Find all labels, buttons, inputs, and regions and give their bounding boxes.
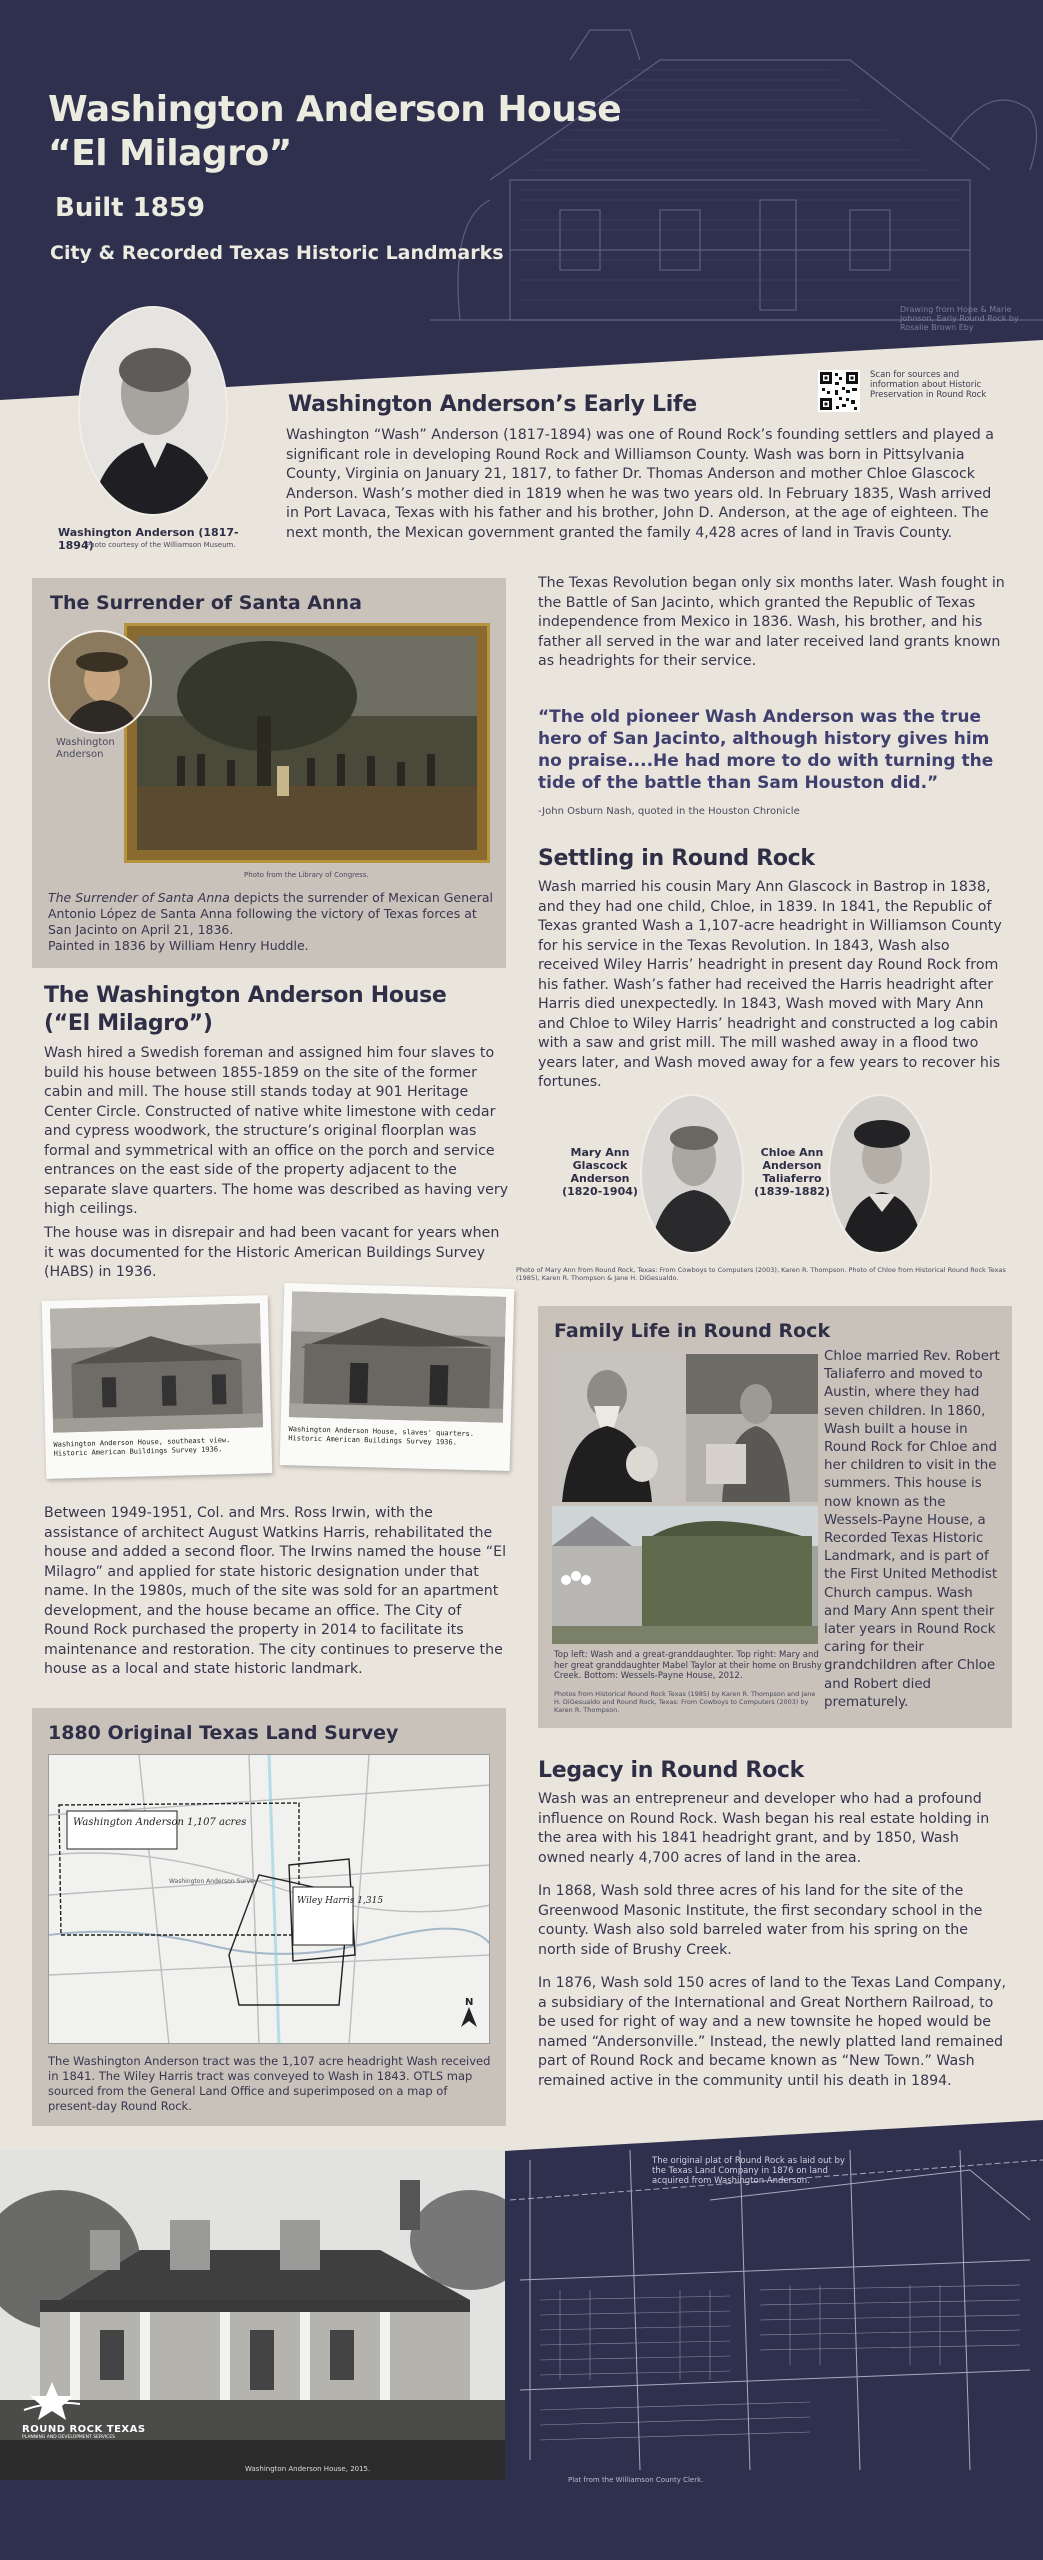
qr-code[interactable] [818, 370, 860, 412]
revolution-text: The Texas Revolution began only six months later. Wash fought in the Battle of San Jacinto, which granted the Republic of Texas independence from Mexico in 1836. Wash, his brother, and his father all served in the war and later received land grants known as headrights for their service. [538, 575, 1005, 669]
house-heading-line-1: The Washington Anderson House [44, 983, 447, 1008]
footer-banner [0, 2110, 1043, 2560]
house-heading-line-2: (“El Milagro”) [44, 1011, 213, 1036]
painted-by: Painted in 1836 by William Henry Huddle. [48, 938, 309, 953]
legacy-text-1: Wash was an entrepreneur and developer who had a profound influence on Round Rock. Wash began his real estate holding in the area with his 1841 headright grant, and by 1850, Wash owned nearly 4,700 acres of land in the area. [538, 1791, 990, 1866]
habs-caption-2: Washington Anderson House, slaves' quarters. Historic American Buildings Survey 1936. [288, 1425, 475, 1447]
portrait-caption: Washington Anderson (1817-1894) [58, 526, 239, 552]
house-text-2: The house was in disrepair and had been vacant for years when it was documented for the Historic American Buildings Survey (HABS) in 1936. [44, 1225, 500, 1280]
settling-text: Wash married his cousin Mary Ann Glascock in Bastrop in 1838, and they had one child, Chloe, in 1839. In 1841, the Republic of Texas granted Wash a 1,107-acre headright in Williamson County for his service in the Texas Revolution. In 1843, Wash also received Wiley Harris’ headright in present day Round Rock from his father. Wash’s father had received the Harris headright after Harris died unexpectedly. In 1843, Wash moved with Mary Ann and Chloe to Wiley Harris’ headright and constructed a log cabin with a saw and grist mill. The mill washed away in a flood two years later, and Wash moved away for a few years to recover his fortunes. [538, 879, 1002, 1090]
star-logo-icon [22, 2380, 82, 2420]
plat-caption: The original plat of Round Rock as laid out by the Texas Land Company in 1876 on land acquired from Washington Anderson. [652, 2156, 845, 2186]
map-anderson-label: Washington Anderson 1,107 acres [73, 1817, 247, 1828]
house-photo-credit: Washington Anderson House, 2015. [245, 2465, 371, 2473]
house-text-1: Wash hired a Swedish foreman and assigned him four slaves to build his house between 1855-1859 on the site of the former cabin and mill. The house still stands today at 901 Heritage Center Circle. Constructed of native white limestone with cedar and cypress woodwork, the structure’s original floorplan was formal and symmetrical with an office on the porch and service entrances on the east side of the property adjacent to the separate slave quarters. The home was described as having very high ceilings. [44, 1045, 509, 1217]
title-line-2: “El Milagro” [48, 133, 292, 174]
family-photo-credit: Photos from Historical Round Rock Texas (1985) by Karen R. Thompson and Jane H. DiGesualdo and Round Rock, Texas: From Cowboys to Computers (2003) by Karen R. Thompson. [554, 1690, 816, 1714]
qr-description: Scan for sources and information about Historic Preservation in Round Rock [870, 370, 987, 400]
early-life-heading: Washington Anderson’s Early Life [288, 392, 697, 417]
portrait-credit: Photo courtesy of the Williamson Museum. [86, 541, 236, 549]
logo-text: ROUND ROCK TEXAS [22, 2424, 146, 2435]
nash-quote: “The old pioneer Wash Anderson was the true hero of San Jacinto, although history gives him no praise....He had more to do with turning the tide of the battle than Sam Houston did.” [538, 707, 994, 793]
habs-photo-southeast [42, 1295, 273, 1479]
plat-credit: Plat from the Williamson County Clerk. [568, 2476, 704, 2484]
mary-ann-label: Mary Ann Glascock Anderson (1820-1904) [562, 1146, 638, 1198]
round-rock-plat-map [510, 2140, 1043, 2480]
survey-caption: The Washington Anderson tract was the 1,107 acre headright Wash received in 1841. The Wiley Harris tract was conveyed to Wash in 1843. OTLS map sourced from the General Land Office and superimposed on a map of present-day Round Rock. [48, 2054, 491, 2113]
svg-text:N: N [465, 1997, 474, 2008]
anderson-inset-portrait [48, 630, 152, 734]
painting-credit: Photo from the Library of Congress. [244, 871, 369, 879]
santa-anna-caption [48, 890, 498, 954]
house-heading [44, 982, 446, 1038]
map-survey-label: Washington Anderson Survey [169, 1878, 258, 1885]
family-heading: Family Life in Round Rock [554, 1320, 831, 1342]
round-rock-logo [22, 2380, 192, 2440]
landmark-subtitle: City & Recorded Texas Historic Landmarks [50, 242, 504, 264]
quote-source: -John Osburn Nash, quoted in the Houston Chronicle [538, 806, 800, 817]
family-photo-caption: Top left: Wash and a great-granddaughter. Top right: Mary and her great granddaughter Mabel Taylor at their home on Brushy Creek. Bottom: Wessels-Payne House, 2012. [554, 1650, 822, 1681]
built-year: Built 1859 [55, 193, 205, 223]
survey-heading: 1880 Original Texas Land Survey [48, 1722, 399, 1744]
logo-subtext: PLANNING AND DEVELOPMENT SERVICES [22, 2435, 116, 2440]
mary-ann-portrait [640, 1094, 744, 1254]
wash-granddaughter-photo [552, 1354, 682, 1502]
surrender-painting [124, 623, 490, 863]
survey-map [48, 1754, 490, 2044]
title-line-1: Washington Anderson House [48, 89, 622, 130]
santa-anna-heading: The Surrender of Santa Anna [50, 592, 362, 614]
caption-text: depicts the surrender of Mexican General Antonio López de Santa Anna following the victory of Texas forces at San Jacinto on April 21, 1836. [48, 890, 494, 937]
inset-label: Washington Anderson [56, 737, 115, 760]
house-text-3: Between 1949-1951, Col. and Mrs. Ross Irwin, with the assistance of architect August Watkins Harris, rehabilitated the house and added a second floor. The Irwins named the house “El Milagro” and applied for state historic designation under that name. In the 1980s, much of the site was sold for an apartment development, and the house became an office. The City of Round Rock purchased the property in 2014 to facilitate its maintenance and restoration. The city continues to preserve the house as a local and state historic landmark. [44, 1505, 507, 1677]
mary-mabel-photo [686, 1354, 818, 1502]
sketch-credit: Drawing from Hope & Marie Johnson, Early Round Rock by Rosalie Brown Eby [900, 305, 1019, 332]
chloe-label: Chloe Ann Anderson Taliaferro (1839-1882) [754, 1146, 830, 1198]
legacy-text-3: In 1876, Wash sold 150 acres of land to the Texas Land Company, a subsidiary of the International and Great Northern Railroad, to be used for right of way and a new townsite he hoped would be named “Andersonville.” Instead, the newly platted land remained part of Round Rock and became known as “New Town.” Wash remained active in the community until his death in 1894. [538, 1975, 1006, 2089]
legacy-heading: Legacy in Round Rock [538, 1758, 804, 1783]
painting-title: The Surrender of Santa Anna [48, 890, 230, 905]
settling-photo-credit: Photo of Mary Ann from Round Rock, Texas: From Cowboys to Computers (2003), Karen R. Thompson. Photo of Chloe from Historical Round Rock Texas (1985), Karen R. Thompson & Jane H. DiGesualdo. [516, 1266, 1006, 1282]
family-text: Chloe married Rev. Robert Taliaferro and moved to Austin, where they had seven children. In 1860, Wash built a house in Round Rock for Chloe and her children to visit in the summers. This house is now known as the Wessels-Payne House, a Recorded Texas Historic Landmark, and is part of the First United Methodist Church campus. Wash and Mary Ann spent their later years in Round Rock caring for their grandchildren after Chloe and Robert died prematurely. [824, 1349, 1000, 1710]
chloe-portrait [828, 1094, 932, 1254]
habs-caption-1: Washington Anderson House, southeast view. Historic American Buildings Survey 1936. [53, 1436, 231, 1458]
settling-heading: Settling in Round Rock [538, 846, 815, 871]
legacy-text-2: In 1868, Wash sold three acres of his land for the site of the Greenwood Masonic Institute, the first secondary school in the county. Wash also sold barreled water from his spring on the north side of Brushy Creek. [538, 1883, 983, 1958]
early-life-text: Washington “Wash” Anderson (1817-1894) was one of Round Rock’s founding settlers and played a significant role in developing Round Rock and Williamson County. Wash was born in Pittsylvania County, Virginia on January 21, 1817, to father Dr. Thomas Anderson and mother Chloe Glascock Anderson. Wash’s mother died in 1819 when he was two years old. In February 1835, Wash arrived in Port Lavaca, Texas with his father and his brother, John D. Anderson, at the age of eighteen. The next month, the Mexican government granted the family 4,428 acres of land in Travis County. [286, 427, 995, 541]
map-harris-label: Wiley Harris 1,315 [297, 1896, 384, 1906]
anderson-portrait [78, 306, 228, 516]
wessels-payne-house-photo [552, 1506, 818, 1644]
habs-photo-quarters [280, 1283, 515, 1471]
